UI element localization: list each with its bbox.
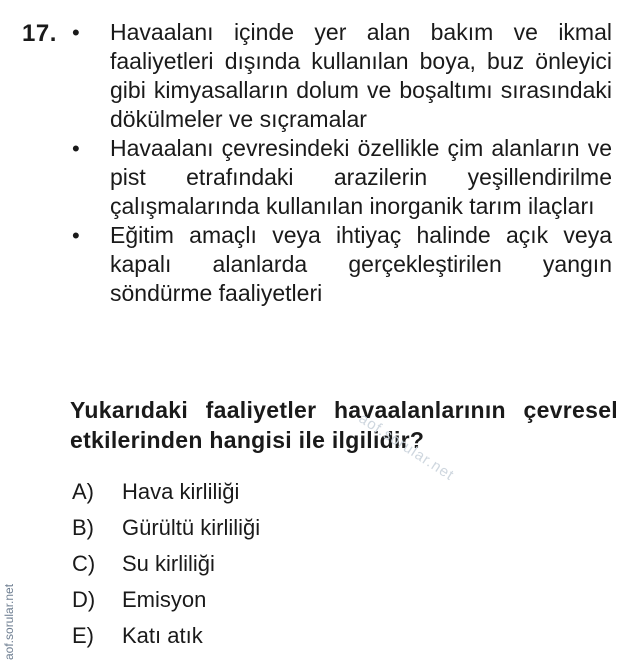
option-text: Su kirliliği xyxy=(122,551,215,576)
option-text: Emisyon xyxy=(122,587,207,612)
bullet-list xyxy=(72,18,612,308)
question-text: Yukarıdaki faaliyetler havaalanlarının çevresel etkilerinden hangisi ile ilgilidir? xyxy=(70,397,618,453)
bullet-text: Eğitim amaçlı veya ihtiyaç halinde açık veya kapalı alanlarda gerçekleştirilen yangın söndürme faaliyetleri xyxy=(110,222,612,306)
bullet-dot-icon: • xyxy=(72,223,80,248)
bullet-item xyxy=(72,134,612,221)
bullet-dot-icon: • xyxy=(72,136,80,161)
option-c[interactable] xyxy=(72,546,260,582)
watermark: aof.sorular.net xyxy=(355,410,458,485)
option-letter: C) xyxy=(72,551,96,576)
bullet-text: Havaalanı içinde yer alan bakım ve ikmal faaliyetleri dışında kullanılan boya, buz önleyici gibi kimyasalların dolum ve boşaltımı sırasındaki dökülmeler ve sıçramalar xyxy=(110,19,612,132)
answer-options xyxy=(72,474,260,654)
option-text: Hava kirliliği xyxy=(122,479,240,504)
option-b[interactable] xyxy=(72,510,260,546)
option-letter: E) xyxy=(72,623,94,648)
bullet-item xyxy=(72,221,612,308)
option-a[interactable] xyxy=(72,474,260,510)
option-letter: D) xyxy=(72,587,96,612)
bullet-text: Havaalanı çevresindeki özellikle çim alanların ve pist etrafındaki arazilerin yeşillendirilme çalışmalarında kullanılan inorganik tarım ilaçları xyxy=(110,135,612,219)
option-text: Gürültü kirliliği xyxy=(122,515,261,540)
option-letter: B) xyxy=(72,515,94,540)
side-watermark: aof.sorular.net xyxy=(2,583,16,660)
bullet-dot-icon: • xyxy=(72,20,80,45)
question-number: 17. xyxy=(22,20,57,47)
option-e[interactable] xyxy=(72,618,260,654)
option-d[interactable] xyxy=(72,582,260,618)
option-text: Katı atık xyxy=(122,623,203,648)
bullet-item xyxy=(72,18,612,134)
option-letter: A) xyxy=(72,479,94,504)
